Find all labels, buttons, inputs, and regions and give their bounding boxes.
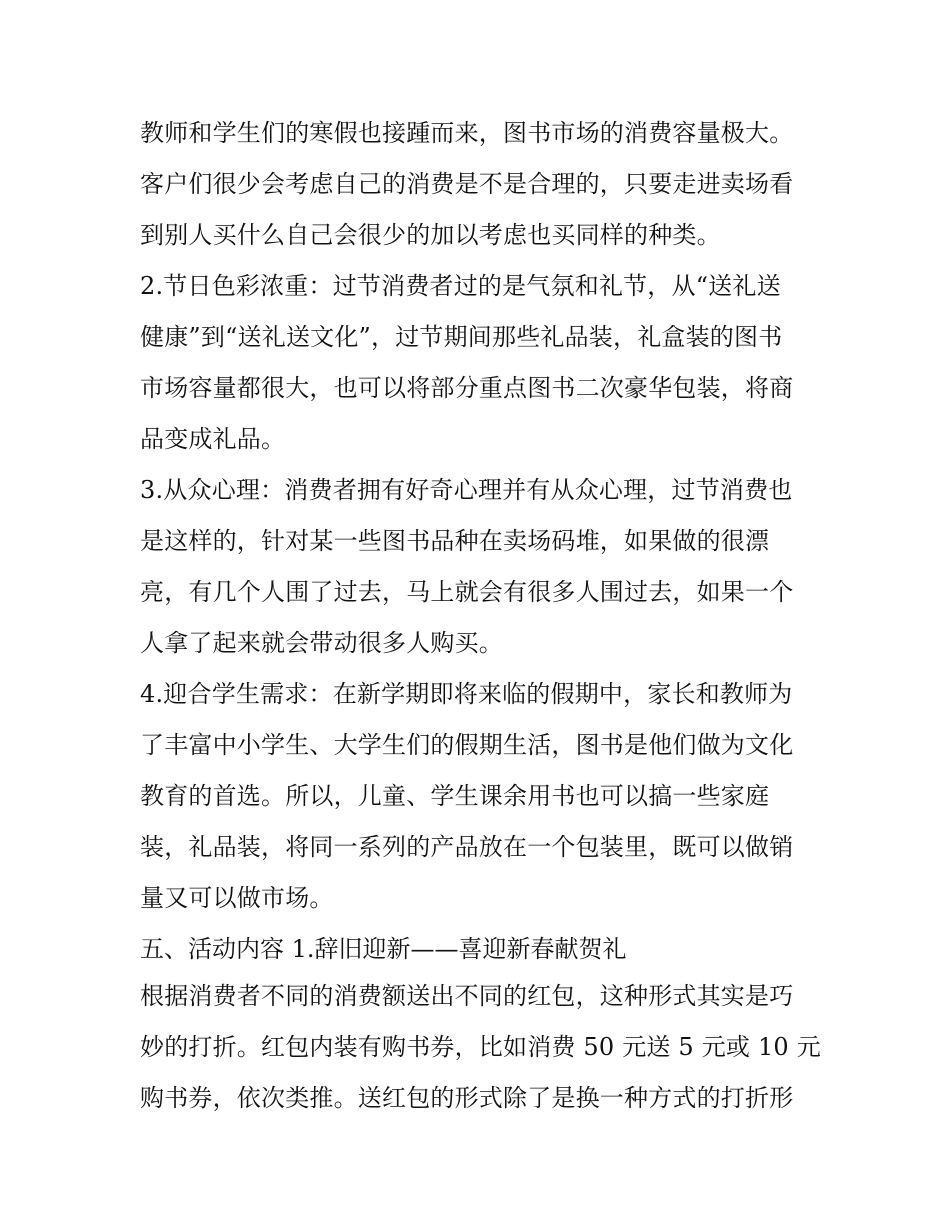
text-line: 量又可以做市场。 [140, 884, 334, 912]
text-line: 品变成礼品。 [140, 425, 286, 453]
text-line: 亮，有几个人围了过去，马上就会有很多人围过去，如果一个 [140, 578, 794, 606]
text-line: 购书券，依次类推。送红包的形式除了是换一种方式的打折形 [140, 1084, 794, 1112]
text-line: 了丰富中小学生、大学生们的假期生活，图书是他们做为文化 [140, 731, 794, 759]
text-line: 是这样的，针对某一些图书品种在卖场码堆，如果做的很漂 [140, 527, 770, 555]
text-line: 装，礼品装，将同一系列的产品放在一个包装里，既可以做销 [140, 833, 794, 861]
text-line: 市场容量都很大，也可以将部分重点图书二次豪华包装，将商 [140, 374, 794, 402]
text-line: 人拿了起来就会带动很多人购买。 [140, 629, 503, 657]
text-line: 教师和学生们的寒假也接踵而来，图书市场的消费容量极大。 [140, 119, 794, 147]
text-line: 4.迎合学生需求：在新学期即将来临的假期中，家长和教师为 [140, 680, 793, 708]
text-line: 客户们很少会考虑自己的消费是不是合理的，只要走进卖场看 [140, 170, 794, 198]
text-line: 到别人买什么自己会很少的加以考虑也买同样的种类。 [140, 221, 721, 249]
text-line: 根据消费者不同的消费额送出不同的红包，这种形式其实是巧 [140, 982, 794, 1010]
text-line: 3.从众心理：消费者拥有好奇心理并有从众心理，过节消费也 [140, 476, 793, 504]
text-line: 妙的打折。红包内装有购书券，比如消费 50 元送 5 元或 10 元 [140, 1033, 821, 1061]
text-line: 教育的首选。所以，儿童、学生课余用书也可以搞一些家庭 [140, 782, 770, 810]
text-line: 2.节日色彩浓重：过节消费者过的是气氛和礼节，从“送礼送 [140, 272, 781, 300]
document-body [140, 108, 820, 1124]
text-line: 健康”到“送礼送文化”，过节期间那些礼品装，礼盒装的图书 [140, 323, 783, 351]
section-heading: 五、活动内容 1.辞旧迎新——喜迎新春献贺礼 [140, 935, 627, 963]
